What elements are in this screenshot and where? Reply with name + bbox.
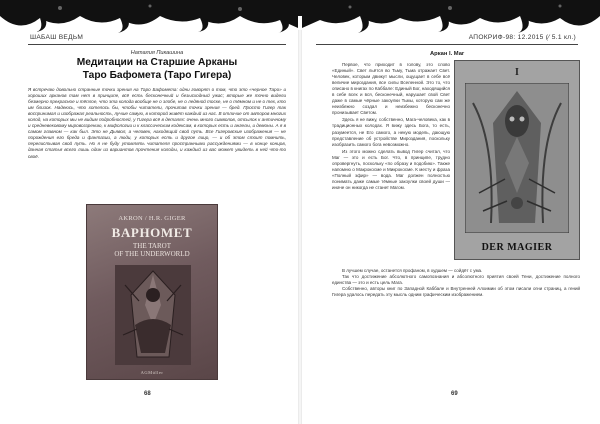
- header-rule-left: [28, 44, 286, 45]
- cover-artwork: [115, 265, 191, 365]
- cover-subtitle-2: OF THE UNDERWORLD: [114, 250, 190, 258]
- section-title: Аркан I. Маг: [430, 51, 465, 57]
- body-paragraph: Из этого можно сделать вывод Гигер считал, что Маг — это и есть Бог. Что, в принципе, трудно опровергнуть, поскольку «по образу и подобию». Также напомню о Макрокосме и Микрокосме. К месту и фраза «Полный эфир» — вода. Маг должен полностью понимать даже самые тёмные закоулки своей души — иначе он никогда не станет Магом.: [332, 148, 450, 190]
- card-name: DER MAGIER: [481, 242, 553, 253]
- card-numeral: I: [515, 67, 519, 78]
- left-page: [0, 0, 298, 424]
- running-head-right: АПОКРИФ-98: 12.2015 (⁄ 5.1 кл.): [468, 34, 576, 41]
- intro-paragraph: Я встречаю довольно странные точки зрения на Таро Бафомета: одни говорят о том, что это «черное Таро» и хороших арканов там нет в принципе, всё есть бесконечный и безысходный ужас; вторые же точно видели безмерно прекрасное и тёплое, что эта колода вообще не о злобе, не о ледяной тоске, не о тёмном и не о тех, кто им близок. Надеюсь, что хотелось бы, чтобы читатели, прочитав точки зрения — бред. Просто Гигер так воспринимал и изображал реальность, лучше самую, в которой живёт каждый из нас. В отличие от авторов многих колод, на которых мы не видим подробностей, у Гигера всё в деталях: очень много символов, отсылок к античному и средневековому мировоззрению, к мифологии и к классическим кодексам, в которых есть и ангелы, и демоны. А я в самом главном — как был. Это не Дьявол, а человек, находящий свой путь. Все Гигеровские изображения — не порождения его бреда и фантазии, а люди, у которых есть и другое лицо, — и об этом стоит помнить, перелистывая свой путь. Но я не буду утомлять читателя пространными рассуждениями — в конце концов, данная статья всего лишь один из вариантов прочтения колоды, и каждый из вас может увидеть в ней что-то своё.: [28, 87, 287, 159]
- body-paragraph: Так что достижение абсолютного самопознания и абсолютного приятия своей Тени, достижение полного единства — это и есть цель Мага.: [332, 274, 580, 286]
- article-title-line-1: Медитации на Старшие Арканы: [76, 57, 238, 68]
- article-title-line-2: Таро Бафомета (Таро Гигера): [82, 70, 232, 81]
- cover-subtitle-1: THE TAROT: [132, 242, 171, 250]
- tarot-card-image: [454, 60, 580, 260]
- body-paragraph: Собственно, авторы книг по Западной Каббале и Внутренней Алхимии об этом писали огни страниц, а гений Гигера удалось передать эту мысль одним графическим изображением.: [332, 286, 580, 298]
- book-cover-image: [86, 204, 218, 380]
- card-artwork: [465, 83, 569, 233]
- cover-title: BAPHOMET: [111, 225, 193, 240]
- body-column: [332, 62, 450, 192]
- header-rule-right: [316, 44, 578, 45]
- body-paragraph: Здесь я не вижу, собственно, Мага-человека, как в традиционных колодах. Я вижу здесь Бога, то есть, разумеется, не Его самого, а некую модель, дающую представление об устройстве Мироздания, поскольку изобразить самого бога невозможно.: [332, 117, 450, 147]
- page-number-right: 69: [451, 391, 458, 397]
- article-author: Наталия Пикашина: [130, 50, 184, 56]
- cover-publisher: AGMüller: [140, 370, 164, 375]
- page-number-left: 68: [144, 391, 151, 397]
- running-head-left: ШАБАШ ВЕДЬМ: [30, 34, 84, 41]
- cover-author: AKRON / H.R. GIGER: [118, 215, 186, 222]
- body-full-width: [332, 268, 580, 298]
- right-page: [302, 0, 600, 424]
- body-paragraph: Первое, что приходит в голову, это слово «Единый». Свет льётся во Тьму, Тьма отражает Свет. Человек, которым движут мысли, ощущает в себе всё величие мироздания, все силы Вселенной. Это то, что описано в книгах по Каббале: Единый Бог, находящийся в себе всех и вся, бесконечный, нарушает свой Свет даже в самые чёрные закоулки Тьмы, которую сам же неизбежно создал и неизбежно бесконечно пронизывает Светом.: [332, 62, 450, 116]
- body-paragraph: В лучшем случае, останется профаном, в худшем — сойдёт с ума.: [342, 268, 483, 273]
